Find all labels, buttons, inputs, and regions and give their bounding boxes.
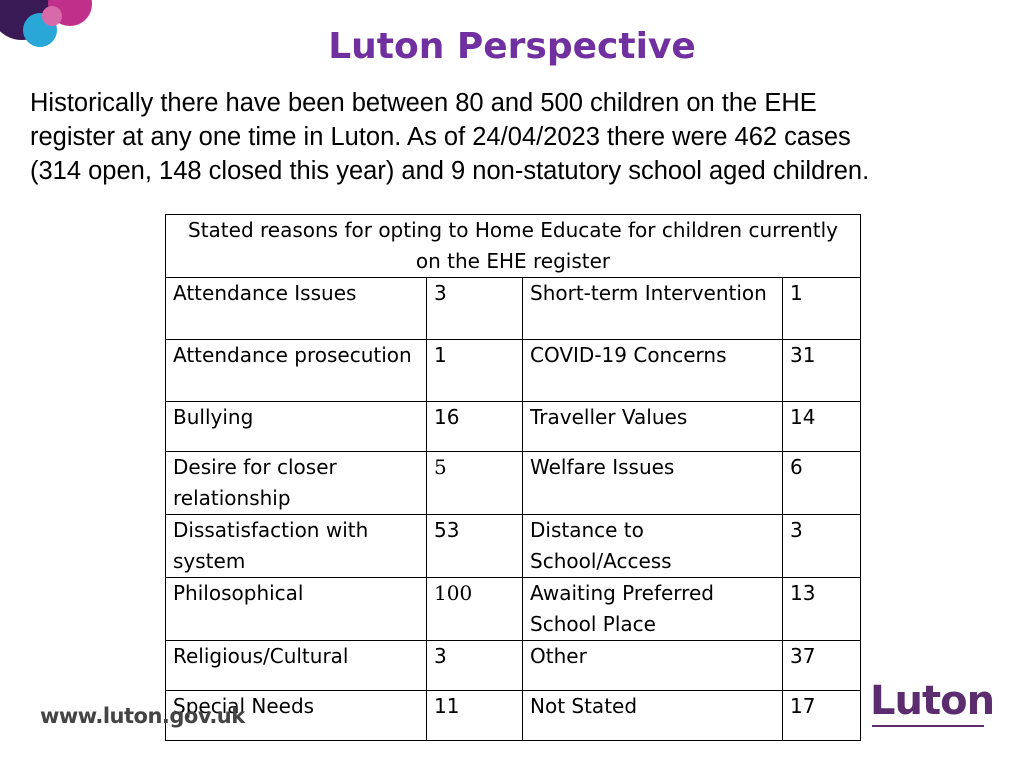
count-cell: 1: [427, 340, 523, 402]
light-pink-circle: [42, 6, 62, 26]
reason-cell: COVID-19 Concerns: [523, 340, 783, 402]
reason-cell: Awaiting Preferred School Place: [523, 578, 783, 641]
table-row: [166, 402, 861, 452]
logo-underline: [872, 725, 984, 727]
count-cell: 6: [783, 452, 861, 515]
reason-cell: Welfare Issues: [523, 452, 783, 515]
reason-cell: Not Stated: [523, 691, 783, 741]
table-row: [166, 340, 861, 402]
reason-cell: Special Needs: [166, 691, 427, 741]
reason-cell: Other: [523, 641, 783, 691]
intro-paragraph: [30, 86, 990, 188]
count-cell: 5: [427, 452, 523, 515]
intro-line-1: Historically there have been between 80 and 500 children on the EHE: [30, 89, 817, 117]
count-cell: 13: [783, 578, 861, 641]
count-cell: 3: [427, 641, 523, 691]
reason-cell: Religious/Cultural: [166, 641, 427, 691]
reason-cell: Desire for closer relationship: [166, 452, 427, 515]
count-cell: 53: [427, 515, 523, 578]
count-cell: 17: [783, 691, 861, 741]
table-header: Stated reasons for opting to Home Educate for children currently on the EHE register: [166, 215, 861, 278]
intro-line-2: register at any one time in Luton. As of 24/04/2023 there were 462 cases: [30, 123, 851, 151]
luton-logo: [870, 678, 995, 729]
reason-cell: Dissatisfaction with system: [166, 515, 427, 578]
table-row: [166, 691, 861, 741]
count-cell: 16: [427, 402, 523, 452]
count-cell: 3: [427, 278, 523, 340]
reason-cell: Traveller Values: [523, 402, 783, 452]
count-cell: 37: [783, 641, 861, 691]
page-title: Luton Perspective: [328, 26, 696, 67]
website-url: www.luton.gov.uk: [40, 704, 245, 728]
table-row: [166, 578, 861, 641]
count-cell: 14: [783, 402, 861, 452]
reason-cell: Short-term Intervention: [523, 278, 783, 340]
reason-cell: Bullying: [166, 402, 427, 452]
logo-text: Luton: [870, 678, 995, 724]
count-cell: 100: [427, 578, 523, 641]
table-row: [166, 278, 861, 340]
table-row: [166, 452, 861, 515]
reason-cell: Attendance prosecution: [166, 340, 427, 402]
reason-cell: Attendance Issues: [166, 278, 427, 340]
reason-cell: Philosophical: [166, 578, 427, 641]
count-cell: 3: [783, 515, 861, 578]
count-cell: 11: [427, 691, 523, 741]
intro-line-3: (314 open, 148 closed this year) and 9 non-statutory school aged children.: [30, 157, 870, 185]
count-cell: 31: [783, 340, 861, 402]
table-row: [166, 641, 861, 691]
table-row: [166, 515, 861, 578]
reason-cell: Distance to School/Access: [523, 515, 783, 578]
count-cell: 1: [783, 278, 861, 340]
reasons-table: [165, 214, 861, 741]
